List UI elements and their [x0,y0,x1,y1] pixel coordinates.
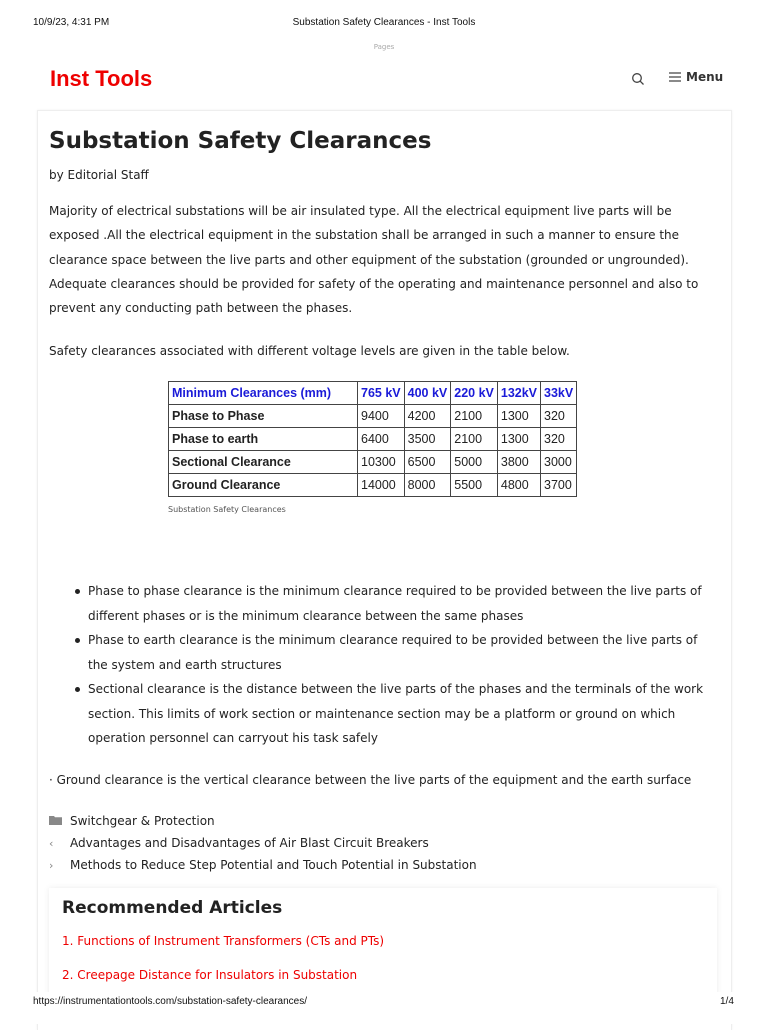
menu-button[interactable] [669,70,723,84]
print-url: https://instrumentationtools.com/substation-safety-clearances/ [33,996,308,1007]
cell: 9400 [358,405,405,428]
row-label: Ground Clearance [169,474,358,497]
ground-note: · Ground clearance is the vertical clearance between the live parts of the equipment and the earth surface [49,773,692,787]
print-title: Substation Safety Clearances - Inst Tools [292,17,476,28]
table-header-row [169,382,577,405]
cell: 3500 [404,428,451,451]
cell: 2100 [451,405,498,428]
cell: 3700 [541,474,577,497]
header-cell: 400 kV [404,382,451,405]
cell: 5000 [451,451,498,474]
table-caption: Substation Safety Clearances [168,505,286,514]
table-intro: Safety clearances associated with different voltage levels are given in the table below. [49,344,570,358]
row-label: Phase to earth [169,428,358,451]
table-row [169,428,577,451]
site-logo[interactable]: Inst Tools [50,66,153,91]
chevron-left-icon: ‹ [49,836,54,850]
cell: 3800 [497,451,540,474]
header-cell: Minimum Clearances (mm) [169,382,358,405]
previous-post-label: Advantages and Disadvantages of Air Blast Circuit Breakers [70,836,429,850]
list-item: Sectional clearance is the distance between the live parts of the phases and the terminals of the work section. This limits of work section or maintenance section may be a platform or ground on which operation personnel can carryout his task safely [88,677,720,751]
menu-label: Menu [686,70,724,84]
folder-icon [49,815,70,828]
category-link[interactable] [49,814,215,828]
print-date: 10/9/23, 4:31 PM [33,17,110,28]
header-cell: 220 kV [451,382,498,405]
header-cell: 132kV [497,382,540,405]
cell: 3000 [541,451,577,474]
chevron-right-icon: › [49,858,54,872]
recommended-link[interactable]: 2. Creepage Distance for Insulators in Substation [62,968,358,982]
row-label: Sectional Clearance [169,451,358,474]
pages-label: Pages [373,43,395,51]
cell: 2100 [451,428,498,451]
cell: 8000 [404,474,451,497]
print-page-number: 1/4 [720,996,734,1007]
next-post-link[interactable] [49,858,477,872]
cell: 1300 [497,405,540,428]
header-cell: 765 kV [358,382,405,405]
cell: 1300 [497,428,540,451]
cell: 320 [541,405,577,428]
row-label: Phase to Phase [169,405,358,428]
byline: by Editorial Staff [49,168,149,182]
recommended-articles [49,888,717,998]
cell: 4800 [497,474,540,497]
cell: 6500 [404,451,451,474]
recommended-link[interactable]: 1. Functions of Instrument Transformers (CTs and PTs) [62,934,385,948]
next-post-label: Methods to Reduce Step Potential and Touch Potential in Substation [70,858,477,872]
intro-paragraph: Majority of electrical substations will be air insulated type. All the electrical equipment live parts will be exposed .All the electrical equipment in the substation shall be arranged in such a manner to ensure the clearance space between the live parts and other equipment of the substation (grounded or ungrounded). Adequate clearances should be provided for safety of the operating and maintenance personnel and also to prevent any conducting path between the phases. [49,204,699,316]
header-cell: 33kV [541,382,577,405]
cell: 6400 [358,428,405,451]
cell: 10300 [358,451,405,474]
table-row [169,474,577,497]
cell: 5500 [451,474,498,497]
table-row [169,405,577,428]
previous-post-link[interactable] [49,836,429,850]
list-item: Phase to phase clearance is the minimum clearance required to be provided between the live parts of different phases or is the minimum clearance between the same phases [88,579,720,628]
list-item: Phase to earth clearance is the minimum clearance required to be provided between the live parts of the system and earth structures [88,628,720,677]
table-row [169,451,577,474]
recommended-title: Recommended Articles [62,898,283,918]
clearance-table [168,381,577,497]
hamburger-icon [669,72,681,82]
cell: 320 [541,428,577,451]
search-icon[interactable] [631,71,645,90]
category-label: Switchgear & Protection [70,814,215,828]
article-title: Substation Safety Clearances [49,128,432,154]
definition-list [88,579,720,751]
cell: 4200 [404,405,451,428]
cell: 14000 [358,474,405,497]
